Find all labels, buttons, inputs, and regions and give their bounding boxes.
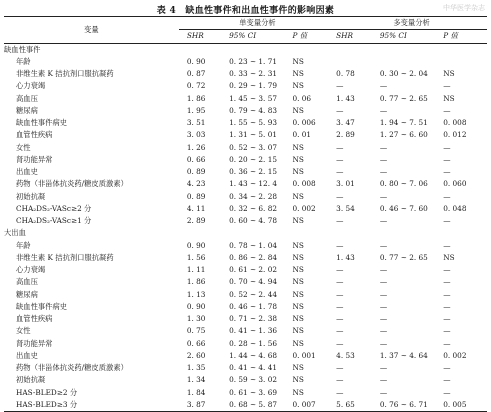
ci2-cell: — <box>379 216 388 225</box>
variable-cell: CHA₂DS₂-VASc≥1 分 <box>16 216 92 225</box>
p1-cell: NS <box>292 69 304 78</box>
ci1-cell: 0. 28 ~ 1. 56 <box>229 338 277 348</box>
p2-cell: — <box>443 301 451 311</box>
p2-cell: 0. 048 <box>443 203 467 213</box>
p1-cell: NS <box>292 191 304 201</box>
hr1-cell: 0. 66 <box>186 338 206 348</box>
hr2-cell: — <box>336 191 344 201</box>
table-row <box>4 240 487 252</box>
watermark: 中华医学杂志 <box>443 4 485 12</box>
header-ci-2: 95% CI <box>379 31 407 41</box>
hr2-cell: 1. 43 <box>336 252 355 262</box>
p1-cell: 0. 006 <box>292 118 316 127</box>
table-row <box>4 276 487 288</box>
variable-cell: 血管性疾病 <box>16 130 53 140</box>
table-row <box>4 215 487 227</box>
p2-cell: — <box>443 105 451 115</box>
ci2-cell: — <box>379 375 388 385</box>
hr2-cell: — <box>336 289 344 299</box>
variable-cell: 年龄 <box>16 240 31 250</box>
variable-cell: 高血压 <box>16 277 38 287</box>
table-row <box>4 105 487 117</box>
ci2-cell: — <box>379 142 388 152</box>
hr1-cell: 1. 13 <box>186 289 206 299</box>
hr1-cell: 1. 35 <box>186 363 206 372</box>
ci1-cell: 0. 34 ~ 2. 28 <box>229 191 277 201</box>
ci2-cell: — <box>379 363 388 372</box>
table-row <box>4 93 487 105</box>
ci2-cell: — <box>379 167 388 176</box>
p1-cell: NS <box>292 387 304 397</box>
hr2-cell: — <box>336 363 344 372</box>
hr1-cell: 1. 95 <box>186 105 206 115</box>
table-body <box>4 43 487 412</box>
p2-cell: 0. 005 <box>443 399 467 409</box>
hr1-cell: 1. 86 <box>186 93 206 103</box>
variable-cell: CHA₂DS₂-VASc≥2 分 <box>16 203 92 213</box>
results-table <box>4 16 487 412</box>
hr2-cell: 3. 01 <box>336 179 355 189</box>
ci2-cell: 0. 77 ~ 2. 65 <box>379 93 428 103</box>
variable-cell: 糖尿病 <box>16 289 38 299</box>
p2-cell: — <box>443 375 451 385</box>
table-row <box>4 56 487 68</box>
p2-cell: — <box>443 289 451 299</box>
ci1-cell: 0. 60 ~ 4. 78 <box>229 216 277 225</box>
hr1-cell: 3. 87 <box>186 399 206 409</box>
ci2-cell: — <box>379 81 388 91</box>
header-multivariate: 多变量分析 <box>336 17 487 30</box>
variable-cell: 肾功能异常 <box>16 154 53 164</box>
hr2-cell: 5. 65 <box>336 399 355 409</box>
table-title: 表 4 缺血性事件和出血性事件的影响因素 <box>156 6 335 16</box>
p2-cell: — <box>443 338 451 348</box>
hr1-cell: 2. 60 <box>186 350 206 360</box>
variable-cell: 非维生素 K 拮抗剂口服抗凝药 <box>16 69 114 78</box>
ci1-cell: 0. 79 ~ 4. 83 <box>229 105 277 115</box>
hr2-cell: — <box>336 105 344 115</box>
ci1-cell: 0. 41 ~ 4. 41 <box>229 363 277 372</box>
ci2-cell: 1. 27 ~ 6. 60 <box>379 130 428 140</box>
hr1-cell: 0. 90 <box>186 240 206 250</box>
hr1-cell: 3. 51 <box>186 118 206 127</box>
hr1-cell: 1. 11 <box>186 265 206 274</box>
hr2-cell: — <box>336 240 344 250</box>
table-row <box>4 264 487 276</box>
hr2-cell: — <box>336 154 344 164</box>
table-row <box>4 325 487 337</box>
hr2-cell: 3. 54 <box>336 203 355 213</box>
ci2-cell: — <box>379 105 388 115</box>
hr2-cell: 3. 47 <box>336 118 355 127</box>
ci2-cell: 1. 94 ~ 7. 51 <box>379 118 428 127</box>
header-shr-2: SHR <box>336 31 354 41</box>
table-row <box>4 203 487 215</box>
variable-cell: 出血史 <box>16 167 38 176</box>
p2-cell: — <box>443 326 451 336</box>
p1-cell: 0. 008 <box>292 179 316 189</box>
p1-cell: 0. 002 <box>292 203 316 213</box>
hr1-cell: 1. 86 <box>186 277 206 287</box>
hr2-cell: — <box>336 167 344 176</box>
ci2-cell: — <box>379 289 388 299</box>
hr2-cell: — <box>336 387 344 397</box>
table-row <box>4 129 487 141</box>
ci2-cell: — <box>379 277 388 287</box>
p2-cell: — <box>443 363 451 372</box>
ci1-cell: 0. 29 ~ 1. 79 <box>229 81 277 91</box>
p2-cell: — <box>443 277 451 287</box>
ci2-cell: 0. 77 ~ 2. 65 <box>379 252 428 262</box>
variable-cell: 出血史 <box>16 350 38 360</box>
ci1-cell: 1. 45 ~ 3. 57 <box>229 93 277 103</box>
table-row <box>4 68 487 80</box>
p1-cell: NS <box>292 81 304 91</box>
ci1-cell: 0. 59 ~ 3. 02 <box>229 375 277 385</box>
variable-cell: 初始抗凝 <box>16 375 46 385</box>
ci2-cell: 0. 76 ~ 6. 71 <box>379 399 428 409</box>
hr2-cell: — <box>336 277 344 287</box>
table-row <box>4 362 487 374</box>
hr2-cell: — <box>336 142 344 152</box>
p1-cell: NS <box>292 338 304 348</box>
p2-cell: 0. 002 <box>443 350 467 360</box>
ci1-cell: 0. 32 ~ 6. 82 <box>229 203 277 213</box>
variable-cell: 女性 <box>16 326 31 336</box>
variable-cell: 药物（非甾体抗炎药/糖皮质激素） <box>16 363 128 372</box>
hr1-cell: 1. 56 <box>186 252 206 262</box>
p1-cell: NS <box>292 265 304 274</box>
p1-cell: NS <box>292 375 304 385</box>
ci1-cell: 0. 33 ~ 2. 31 <box>229 69 277 78</box>
variable-cell: 高血压 <box>16 93 38 103</box>
hr1-cell: 2. 89 <box>186 216 206 225</box>
table-row <box>4 374 487 386</box>
ci1-cell: 1. 43 ~ 12. 4 <box>229 179 277 189</box>
variable-cell: HAS-BLED≥2 分 <box>16 387 78 397</box>
ci2-cell: — <box>379 301 388 311</box>
hr1-cell: 0. 87 <box>186 69 206 78</box>
table-row <box>4 80 487 92</box>
hr2-cell: — <box>336 375 344 385</box>
p2-cell: — <box>443 216 451 225</box>
ci1-cell: 0. 23 ~ 1. 71 <box>229 56 277 66</box>
table-row <box>4 301 487 313</box>
variable-cell: 药物（非甾体抗炎药/糖皮质激素） <box>16 179 128 189</box>
p1-cell: NS <box>292 216 304 225</box>
section-header-row <box>4 227 487 239</box>
ci2-cell: — <box>379 240 388 250</box>
ci1-cell: 0. 52 ~ 3. 07 <box>229 142 277 152</box>
table-row <box>4 387 487 399</box>
ci2-cell: 1. 37 ~ 4. 64 <box>379 350 428 360</box>
p1-cell: NS <box>292 326 304 336</box>
variable-cell: 血管性疾病 <box>16 314 53 323</box>
hr2-cell: — <box>336 338 344 348</box>
variable-cell: 女性 <box>16 142 31 152</box>
p2-cell: — <box>443 142 451 152</box>
ci1-cell: 0. 61 ~ 3. 69 <box>229 387 277 397</box>
table-row <box>4 338 487 350</box>
p1-cell: 0. 01 <box>292 130 312 140</box>
hr1-cell: 1. 30 <box>186 314 206 323</box>
hr2-cell: — <box>336 265 344 274</box>
hr1-cell: 1. 26 <box>186 142 206 152</box>
table-row <box>4 350 487 362</box>
hr1-cell: 0. 90 <box>186 56 206 66</box>
section-label: 缺血性事件 <box>4 44 41 54</box>
table-row <box>4 178 487 190</box>
ci1-cell: 0. 71 ~ 2. 38 <box>229 314 277 323</box>
p2-cell: — <box>443 154 451 164</box>
ci2-cell: 0. 30 ~ 2. 04 <box>379 69 428 78</box>
p2-cell: — <box>443 314 451 323</box>
p1-cell: NS <box>292 252 304 262</box>
hr1-cell: 0. 90 <box>186 301 206 311</box>
table-row <box>4 142 487 154</box>
ci1-cell: 0. 86 ~ 2. 84 <box>229 252 277 262</box>
p1-cell: 0. 001 <box>292 350 316 360</box>
table-row <box>4 289 487 301</box>
hr1-cell: 4. 11 <box>186 203 206 213</box>
ci2-cell: — <box>379 191 388 201</box>
variable-cell: 非维生素 K 拮抗剂口服抗凝药 <box>16 252 114 262</box>
table-row <box>4 399 487 412</box>
ci1-cell: 0. 41 ~ 1. 36 <box>229 326 277 336</box>
hr2-cell: 2. 89 <box>336 130 355 140</box>
variable-cell: HAS-BLED≥3 分 <box>16 399 78 409</box>
variable-cell: 初始抗凝 <box>16 191 46 201</box>
p1-cell: NS <box>292 314 304 323</box>
ci2-cell: — <box>379 326 388 336</box>
section-header-row <box>4 43 487 56</box>
table-row <box>4 252 487 264</box>
hr1-cell: 0. 72 <box>186 81 206 91</box>
p1-cell: NS <box>292 142 304 152</box>
p1-cell: NS <box>292 277 304 287</box>
ci2-cell: — <box>379 154 388 164</box>
table-row <box>4 154 487 166</box>
ci1-cell: 1. 31 ~ 5. 01 <box>229 130 277 140</box>
hr1-cell: 0. 89 <box>186 191 206 201</box>
hr1-cell: 1. 84 <box>186 387 206 397</box>
p1-cell: NS <box>292 301 304 311</box>
hr2-cell: 4. 53 <box>336 350 355 360</box>
p1-cell: NS <box>292 289 304 299</box>
header-variable: 变量 <box>4 17 179 44</box>
hr1-cell: 0. 75 <box>186 326 206 336</box>
p2-cell: — <box>443 191 451 201</box>
p2-cell: NS <box>443 93 455 103</box>
hr1-cell: 0. 66 <box>186 154 206 164</box>
hr2-cell: — <box>336 81 344 91</box>
hr1-cell: 1. 34 <box>186 375 206 385</box>
variable-cell: 心力衰竭 <box>16 265 46 274</box>
p1-cell: NS <box>292 154 304 164</box>
p1-cell: NS <box>292 363 304 372</box>
p2-cell: — <box>443 265 451 274</box>
p2-cell <box>443 56 487 68</box>
table-row <box>4 313 487 325</box>
ci1-cell: 0. 68 ~ 5. 87 <box>229 399 277 409</box>
p2-cell: — <box>443 240 451 250</box>
hr1-cell: 4. 23 <box>186 179 206 189</box>
table-row <box>4 166 487 178</box>
ci2-cell: 0. 80 ~ 7. 06 <box>379 179 428 189</box>
header-univariate: 单变量分析 <box>179 17 336 30</box>
table-row <box>4 191 487 203</box>
ci1-cell: 0. 61 ~ 2. 02 <box>229 265 277 274</box>
p2-cell: NS <box>443 69 455 78</box>
ci1-cell: 0. 46 ~ 1. 78 <box>229 301 277 311</box>
header-shr-1: SHR <box>186 31 204 41</box>
ci1-cell: 0. 20 ~ 2. 15 <box>229 154 277 164</box>
p2-cell: 0. 008 <box>443 118 467 127</box>
ci2-cell: — <box>379 338 388 348</box>
hr2-cell: — <box>336 314 344 323</box>
ci1-cell: 0. 36 ~ 2. 15 <box>229 167 277 176</box>
hr2-cell: — <box>336 326 344 336</box>
ci1-cell: 0. 52 ~ 2. 44 <box>229 289 277 299</box>
variable-cell: 心力衰竭 <box>16 81 46 91</box>
header-p-2: P 值 <box>443 31 458 41</box>
ci2-cell <box>380 56 443 68</box>
p1-cell: NS <box>292 240 304 250</box>
p2-cell: — <box>443 167 451 176</box>
p1-cell: NS <box>292 167 304 176</box>
p1-cell: 0. 007 <box>292 399 316 409</box>
header-p-1: P 值 <box>292 31 307 41</box>
p1-cell: NS <box>292 105 304 115</box>
ci2-cell: — <box>379 265 388 274</box>
ci1-cell: 1. 44 ~ 4. 68 <box>229 350 277 360</box>
p2-cell: NS <box>443 252 455 262</box>
p2-cell: 0. 012 <box>443 130 467 140</box>
p1-cell: 0. 06 <box>292 93 312 103</box>
variable-cell: 缺血性事件病史 <box>16 118 68 127</box>
header-ci-1: 95% CI <box>229 31 257 41</box>
hr2-cell <box>336 56 380 68</box>
hr1-cell: 3. 03 <box>186 130 206 140</box>
ci2-cell: — <box>379 314 388 323</box>
ci1-cell: 1. 55 ~ 5. 93 <box>229 118 277 127</box>
variable-cell: 年龄 <box>16 56 31 66</box>
section-label: 大出血 <box>4 228 26 238</box>
hr2-cell: 1. 43 <box>336 93 355 103</box>
variable-cell: 糖尿病 <box>16 105 38 115</box>
hr2-cell: 0. 78 <box>336 69 355 78</box>
hr2-cell: — <box>336 216 344 225</box>
ci2-cell: 0. 46 ~ 7. 60 <box>379 203 428 213</box>
p2-cell: — <box>443 387 451 397</box>
hr2-cell: — <box>336 301 344 311</box>
ci2-cell: — <box>379 387 388 397</box>
variable-cell: 肾功能异常 <box>16 338 53 348</box>
variable-cell: 缺血性事件病史 <box>16 301 68 311</box>
ci1-cell: 0. 78 ~ 1. 04 <box>229 240 277 250</box>
p2-cell: 0. 060 <box>443 179 467 189</box>
p1-cell: NS <box>292 56 304 66</box>
hr1-cell: 0. 89 <box>186 167 206 176</box>
ci1-cell: 0. 70 ~ 4. 94 <box>229 277 277 287</box>
p2-cell: — <box>443 81 451 91</box>
table-row <box>4 117 487 129</box>
